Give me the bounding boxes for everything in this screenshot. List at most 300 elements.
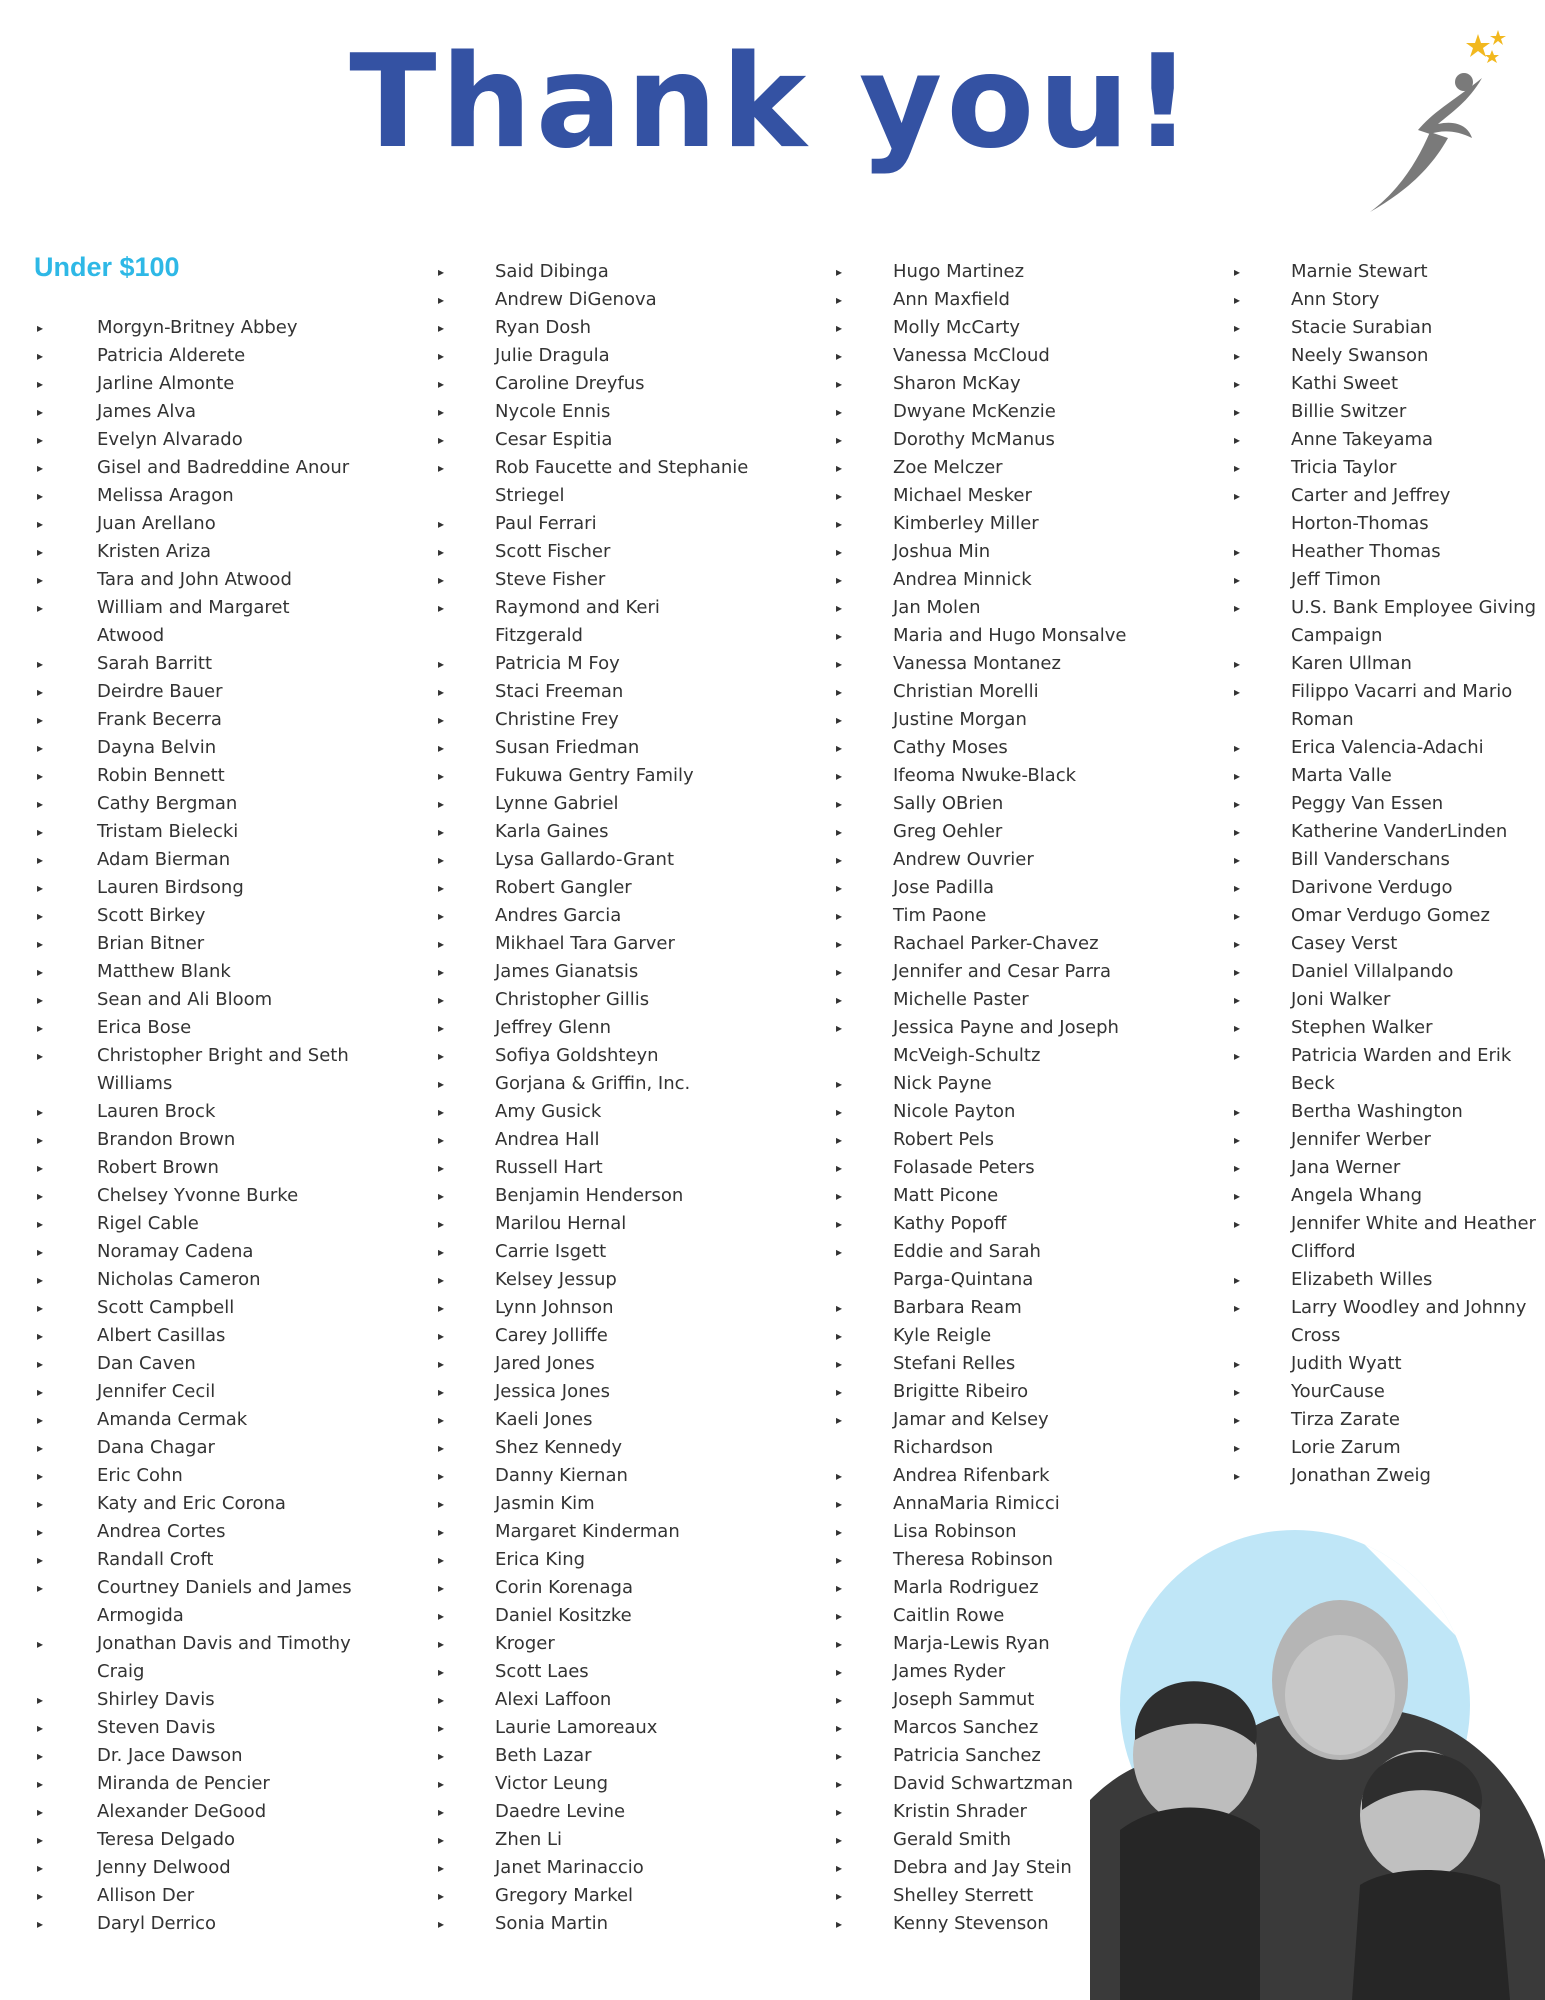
donor-name-text: Steven Davis <box>97 1717 216 1738</box>
donor-name-text: Daniel Villalpando <box>1291 961 1454 982</box>
donor-name-text: Andrea Hall <box>495 1129 600 1150</box>
donor-name <box>438 1014 748 1042</box>
bullet-icon: ▸ <box>1234 741 1241 755</box>
bullet-icon: ▸ <box>1234 461 1241 475</box>
donor-name-text: Vanessa McCloud <box>893 345 1050 366</box>
donor-name-text: Clifford <box>1291 1241 1356 1262</box>
donor-name <box>438 1434 748 1462</box>
donor-name-text: Tirza Zarate <box>1291 1409 1400 1430</box>
bullet-icon: ▸ <box>37 741 44 755</box>
donor-name <box>438 1154 748 1182</box>
donor-name-text: Andrea Rifenbark <box>893 1465 1050 1486</box>
donor-name <box>438 762 748 790</box>
donor-name-text: Kathy Popoff <box>893 1213 1007 1234</box>
donor-name <box>37 1154 352 1182</box>
donor-name <box>836 1210 1127 1238</box>
donor-name <box>438 1182 748 1210</box>
donor-name <box>37 538 352 566</box>
bullet-icon: ▸ <box>1234 405 1241 419</box>
donor-name-text: Caitlin Rowe <box>893 1605 1005 1626</box>
donor-name-text: Jose Padilla <box>893 877 995 898</box>
bullet-icon: ▸ <box>37 461 44 475</box>
bullet-icon: ▸ <box>1234 433 1241 447</box>
donor-name <box>438 1490 748 1518</box>
bullet-icon: ▸ <box>1234 909 1241 923</box>
bullet-icon: ▸ <box>1234 293 1241 307</box>
donor-name-text: Marla Rodriguez <box>893 1577 1039 1598</box>
donor-name-text: Noramay Cadena <box>97 1241 254 1262</box>
donor-name <box>836 1238 1127 1266</box>
donor-name <box>438 1070 748 1098</box>
bullet-icon: ▸ <box>836 965 843 979</box>
donor-name-text: Marta Valle <box>1291 765 1392 786</box>
donor-name <box>836 762 1127 790</box>
donor-name-text: Robin Bennett <box>97 765 225 786</box>
donor-name <box>836 342 1127 370</box>
donor-name <box>1234 902 1536 930</box>
bullet-icon: ▸ <box>438 1749 445 1763</box>
donor-name-text: Scott Fischer <box>495 541 611 562</box>
donor-name <box>438 678 748 706</box>
bullet-icon: ▸ <box>836 1917 843 1931</box>
bullet-icon: ▸ <box>438 1189 445 1203</box>
bullet-icon: ▸ <box>438 1553 445 1567</box>
donor-column-4 <box>1234 258 1537 1490</box>
bullet-icon: ▸ <box>836 741 843 755</box>
bullet-icon: ▸ <box>836 1861 843 1875</box>
donor-name <box>37 594 352 622</box>
bullet-icon: ▸ <box>836 1693 843 1707</box>
bullet-icon: ▸ <box>37 1637 44 1651</box>
donor-name <box>438 706 748 734</box>
donor-name <box>37 1686 352 1714</box>
donor-name-text: Barbara Ream <box>893 1297 1022 1318</box>
donor-name <box>37 1546 352 1574</box>
donor-name-text: Mikhael Tara Garver <box>495 933 675 954</box>
donor-name <box>438 566 748 594</box>
bullet-icon: ▸ <box>37 405 44 419</box>
bullet-icon: ▸ <box>37 517 44 531</box>
donor-name-text: Richardson <box>893 1437 994 1458</box>
donor-name <box>438 1126 748 1154</box>
donor-name-text: Andrew DiGenova <box>495 289 657 310</box>
donor-name-text: Fukuwa Gentry Family <box>495 765 694 786</box>
donor-name-text: Steve Fisher <box>495 569 606 590</box>
donor-name <box>438 930 748 958</box>
bullet-icon: ▸ <box>438 657 445 671</box>
donor-name-text: Peggy Van Essen <box>1291 793 1444 814</box>
bullet-icon: ▸ <box>1234 573 1241 587</box>
donor-name <box>438 874 748 902</box>
donor-name-text: Dayna Belvin <box>97 737 217 758</box>
bullet-icon: ▸ <box>37 321 44 335</box>
donor-name <box>438 1098 748 1126</box>
donor-name <box>438 1462 748 1490</box>
donor-name-text: Deirdre Bauer <box>97 681 223 702</box>
donor-name-text: Ryan Dosh <box>495 317 591 338</box>
donor-name <box>37 1798 352 1826</box>
bullet-icon: ▸ <box>836 433 843 447</box>
donor-name-text: Lorie Zarum <box>1291 1437 1401 1458</box>
bullet-icon: ▸ <box>1234 993 1241 1007</box>
donor-column-1 <box>37 314 352 1938</box>
bullet-icon: ▸ <box>37 1749 44 1763</box>
bullet-icon: ▸ <box>836 993 843 1007</box>
donor-name-text: Cathy Moses <box>893 737 1008 758</box>
donor-name <box>37 1434 352 1462</box>
donor-name-text: Jarline Almonte <box>97 373 235 394</box>
donor-name-text: Kenny Stevenson <box>893 1913 1049 1934</box>
donor-name-text: Brandon Brown <box>97 1129 236 1150</box>
donor-name <box>438 1882 748 1910</box>
donor-name <box>1234 1210 1536 1238</box>
donor-name <box>836 930 1127 958</box>
donor-name <box>37 1854 352 1882</box>
donor-name <box>1234 370 1536 398</box>
donor-name-text: Angela Whang <box>1291 1185 1423 1206</box>
bullet-icon: ▸ <box>836 321 843 335</box>
donor-name-text: Maria and Hugo Monsalve <box>893 625 1127 646</box>
donor-name-text: Justine Morgan <box>893 709 1027 730</box>
donor-name <box>1291 1322 1536 1350</box>
donor-name-text: Dan Caven <box>97 1353 196 1374</box>
bullet-icon: ▸ <box>836 685 843 699</box>
bullet-icon: ▸ <box>1234 881 1241 895</box>
donor-name-text: Eric Cohn <box>97 1465 183 1486</box>
donor-name-text: Patricia Warden and Erik <box>1291 1045 1512 1066</box>
donor-name <box>1234 678 1536 706</box>
bullet-icon: ▸ <box>37 1497 44 1511</box>
bullet-icon: ▸ <box>836 853 843 867</box>
donor-name-text: Lauren Birdsong <box>97 877 244 898</box>
donor-name <box>1234 1462 1536 1490</box>
donor-name-text: Miranda de Pencier <box>97 1773 270 1794</box>
bullet-icon: ▸ <box>1234 853 1241 867</box>
bullet-icon: ▸ <box>836 1889 843 1903</box>
donor-name <box>438 538 748 566</box>
donor-name-text: Katy and Eric Corona <box>97 1493 286 1514</box>
bullet-icon: ▸ <box>1234 1301 1241 1315</box>
donor-name <box>1234 1126 1536 1154</box>
donor-name <box>893 1434 1127 1462</box>
donor-name-text: Lauren Brock <box>97 1101 216 1122</box>
donor-name-text: Michelle Paster <box>893 989 1029 1010</box>
donor-name <box>1234 566 1536 594</box>
bullet-icon: ▸ <box>836 573 843 587</box>
donor-name-text: Kaeli Jones <box>495 1409 593 1430</box>
bullet-icon: ▸ <box>836 1189 843 1203</box>
bullet-icon: ▸ <box>438 1049 445 1063</box>
donor-name <box>836 734 1127 762</box>
bullet-icon: ▸ <box>836 909 843 923</box>
donor-name <box>495 482 748 510</box>
bullet-icon: ▸ <box>836 461 843 475</box>
donor-name-text: Beck <box>1291 1073 1335 1094</box>
donor-name-text: Morgyn-Britney Abbey <box>97 317 298 338</box>
donor-name <box>1234 1098 1536 1126</box>
bullet-icon: ▸ <box>37 1273 44 1287</box>
family-photo <box>1090 1500 1545 2000</box>
bullet-icon: ▸ <box>836 1749 843 1763</box>
donor-name <box>836 314 1127 342</box>
bullet-icon: ▸ <box>37 993 44 1007</box>
donor-name <box>836 1350 1127 1378</box>
donor-name <box>438 818 748 846</box>
donor-name-text: Beth Lazar <box>495 1745 592 1766</box>
donor-name-text: Stephen Walker <box>1291 1017 1433 1038</box>
donor-name <box>438 1686 748 1714</box>
donor-name-text: Eddie and Sarah <box>893 1241 1041 1262</box>
donor-name <box>836 1070 1127 1098</box>
bullet-icon: ▸ <box>836 1301 843 1315</box>
bullet-icon: ▸ <box>836 1525 843 1539</box>
bullet-icon: ▸ <box>836 1021 843 1035</box>
donor-name-text: Dwyane McKenzie <box>893 401 1056 422</box>
donor-name <box>893 1042 1127 1070</box>
bullet-icon: ▸ <box>37 825 44 839</box>
bullet-icon: ▸ <box>438 1441 445 1455</box>
donor-name <box>1234 398 1536 426</box>
bullet-icon: ▸ <box>37 1525 44 1539</box>
bullet-icon: ▸ <box>37 433 44 447</box>
bullet-icon: ▸ <box>37 1693 44 1707</box>
bullet-icon: ▸ <box>836 1217 843 1231</box>
bullet-icon: ▸ <box>1234 1189 1241 1203</box>
bullet-icon: ▸ <box>37 1105 44 1119</box>
donor-name-text: Said Dibinga <box>495 261 609 282</box>
bullet-icon: ▸ <box>836 489 843 503</box>
donor-name <box>1234 454 1536 482</box>
donor-name <box>836 258 1127 286</box>
bullet-icon: ▸ <box>37 853 44 867</box>
donor-name-text: Andrea Minnick <box>893 569 1032 590</box>
donor-name <box>836 706 1127 734</box>
bullet-icon: ▸ <box>438 545 445 559</box>
donor-name <box>438 1294 748 1322</box>
donor-name <box>836 1014 1127 1042</box>
donor-name-text: Caroline Dreyfus <box>495 373 645 394</box>
donor-name-text: Dr. Jace Dawson <box>97 1745 243 1766</box>
donor-name <box>438 650 748 678</box>
bullet-icon: ▸ <box>836 1777 843 1791</box>
donor-name-text: Andrea Cortes <box>97 1521 226 1542</box>
donor-name <box>37 510 352 538</box>
bullet-icon: ▸ <box>37 1861 44 1875</box>
donor-name-text: Jasmin Kim <box>495 1493 595 1514</box>
bullet-icon: ▸ <box>37 1413 44 1427</box>
donor-name <box>37 482 352 510</box>
donor-name-text: Kroger <box>495 1633 555 1654</box>
donor-name <box>836 678 1127 706</box>
donor-name-text: Brian Bitner <box>97 933 205 954</box>
bullet-icon: ▸ <box>37 1189 44 1203</box>
bullet-icon: ▸ <box>37 349 44 363</box>
bullet-icon: ▸ <box>438 1217 445 1231</box>
bullet-icon: ▸ <box>37 1917 44 1931</box>
bullet-icon: ▸ <box>1234 1273 1241 1287</box>
donor-name <box>1234 1182 1536 1210</box>
bullet-icon: ▸ <box>836 825 843 839</box>
donor-name-text: Erica King <box>495 1549 586 1570</box>
donor-name-text: Danny Kiernan <box>495 1465 628 1486</box>
donor-name <box>37 342 352 370</box>
donor-name-text: Daryl Derrico <box>97 1913 216 1934</box>
bullet-icon: ▸ <box>1234 1413 1241 1427</box>
donor-name <box>438 1350 748 1378</box>
bullet-icon: ▸ <box>1234 601 1241 615</box>
section-heading: Under $100 <box>34 252 180 282</box>
bullet-icon: ▸ <box>438 1245 445 1259</box>
donor-name <box>37 678 352 706</box>
bullet-icon: ▸ <box>1234 1021 1241 1035</box>
donor-name <box>438 258 748 286</box>
donor-name-text: Heather Thomas <box>1291 541 1441 562</box>
bullet-icon: ▸ <box>438 1273 445 1287</box>
bullet-icon: ▸ <box>37 797 44 811</box>
bullet-icon: ▸ <box>836 1609 843 1623</box>
bullet-icon: ▸ <box>438 265 445 279</box>
donor-name <box>495 622 748 650</box>
donor-name <box>836 1378 1127 1406</box>
bullet-icon: ▸ <box>438 1301 445 1315</box>
donor-name <box>438 1630 748 1658</box>
bullet-icon: ▸ <box>1234 965 1241 979</box>
donor-name <box>836 510 1127 538</box>
donor-name <box>1234 1406 1536 1434</box>
bullet-icon: ▸ <box>836 1581 843 1595</box>
donor-name-text: Tricia Taylor <box>1291 457 1397 478</box>
donor-name <box>438 286 748 314</box>
donor-name-text: Anne Takeyama <box>1291 429 1434 450</box>
donor-name-text: Folasade Peters <box>893 1157 1035 1178</box>
donor-name-text: Andrew Ouvrier <box>893 849 1034 870</box>
donor-name-text: Marilou Hernal <box>495 1213 627 1234</box>
donor-name-text: U.S. Bank Employee Giving <box>1291 597 1537 618</box>
donor-name <box>37 818 352 846</box>
donor-name-text: Omar Verdugo Gomez <box>1291 905 1490 926</box>
bullet-icon: ▸ <box>438 769 445 783</box>
bullet-icon: ▸ <box>836 797 843 811</box>
bullet-icon: ▸ <box>1234 1441 1241 1455</box>
donor-name <box>37 1266 352 1294</box>
donor-name <box>37 930 352 958</box>
donor-name-text: Sarah Barritt <box>97 653 212 674</box>
donor-name-text: Sharon McKay <box>893 373 1021 394</box>
donor-name <box>1234 1378 1536 1406</box>
donor-name <box>836 1462 1127 1490</box>
donor-name-text: Larry Woodley and Johnny <box>1291 1297 1527 1318</box>
donor-name-text: Campaign <box>1291 625 1383 646</box>
donor-name-text: Nick Payne <box>893 1073 992 1094</box>
donor-name-text: Russell Hart <box>495 1157 603 1178</box>
donor-name-text: Kyle Reigle <box>893 1325 992 1346</box>
bullet-icon: ▸ <box>438 1889 445 1903</box>
donor-name <box>37 1826 352 1854</box>
donor-name <box>37 1014 352 1042</box>
donor-name-text: Rachael Parker-Chavez <box>893 933 1099 954</box>
donor-name-text: Elizabeth Willes <box>1291 1269 1433 1290</box>
bullet-icon: ▸ <box>1234 797 1241 811</box>
donor-name-text: Jenny Delwood <box>97 1857 231 1878</box>
donor-name <box>836 902 1127 930</box>
donor-name-text: Theresa Robinson <box>893 1549 1054 1570</box>
donor-name-text: Kristin Shrader <box>893 1801 1027 1822</box>
bullet-icon: ▸ <box>37 1245 44 1259</box>
donor-name-text: Tim Paone <box>893 905 987 926</box>
bullet-icon: ▸ <box>836 377 843 391</box>
donor-name-text: Joni Walker <box>1291 989 1391 1010</box>
bullet-icon: ▸ <box>836 1245 843 1259</box>
donor-name <box>836 986 1127 1014</box>
bullet-icon: ▸ <box>37 1217 44 1231</box>
bullet-icon: ▸ <box>438 1329 445 1343</box>
bullet-icon: ▸ <box>438 853 445 867</box>
donor-name-text: Teresa Delgado <box>97 1829 236 1850</box>
donor-name <box>37 790 352 818</box>
donor-name-text: Scott Campbell <box>97 1297 235 1318</box>
donor-name-text: Billie Switzer <box>1291 401 1407 422</box>
donor-name-text: Cathy Bergman <box>97 793 238 814</box>
donor-name-text: Nycole Ennis <box>495 401 611 422</box>
donor-name-text: Bertha Washington <box>1291 1101 1463 1122</box>
donor-name <box>1234 1294 1536 1322</box>
donor-name <box>836 1406 1127 1434</box>
bullet-icon: ▸ <box>1234 265 1241 279</box>
donor-name <box>1234 426 1536 454</box>
donor-name <box>1234 986 1536 1014</box>
bullet-icon: ▸ <box>37 713 44 727</box>
donor-name-text: Armogida <box>97 1605 184 1626</box>
bullet-icon: ▸ <box>37 1385 44 1399</box>
donor-name-text: Greg Oehler <box>893 821 1003 842</box>
donor-name <box>836 846 1127 874</box>
bullet-icon: ▸ <box>37 881 44 895</box>
bullet-icon: ▸ <box>37 1329 44 1343</box>
donor-name-text: Victor Leung <box>495 1773 609 1794</box>
donor-name-text: Sally OBrien <box>893 793 1004 814</box>
bullet-icon: ▸ <box>438 1021 445 1035</box>
donor-name-text: Shez Kennedy <box>495 1437 623 1458</box>
bullet-icon: ▸ <box>438 1609 445 1623</box>
donor-name <box>836 650 1127 678</box>
bullet-icon: ▸ <box>37 909 44 923</box>
bullet-icon: ▸ <box>1234 1357 1241 1371</box>
donor-name-text: Patricia Sanchez <box>893 1745 1041 1766</box>
bullet-icon: ▸ <box>438 1077 445 1091</box>
donor-name <box>836 426 1127 454</box>
donor-name <box>1234 1154 1536 1182</box>
donor-name-text: Andres Garcia <box>495 905 622 926</box>
donor-name <box>1291 1238 1536 1266</box>
donor-name <box>438 454 749 482</box>
donor-name-text: Karen Ullman <box>1291 653 1412 674</box>
donor-name-text: McVeigh-Schultz <box>893 1045 1041 1066</box>
donor-name <box>97 1070 352 1098</box>
donor-name <box>37 1406 352 1434</box>
donor-name-text: Brigitte Ribeiro <box>893 1381 1029 1402</box>
donor-name-text: Lynne Gabriel <box>495 793 619 814</box>
donor-name <box>1234 1266 1536 1294</box>
bullet-icon: ▸ <box>37 1049 44 1063</box>
donor-name-text: Joseph Sammut <box>893 1689 1035 1710</box>
bullet-icon: ▸ <box>438 1917 445 1931</box>
donor-name <box>438 1658 748 1686</box>
bullet-icon: ▸ <box>438 517 445 531</box>
donor-name <box>438 342 748 370</box>
bullet-icon: ▸ <box>438 377 445 391</box>
donor-name-text: Stefani Relles <box>893 1353 1016 1374</box>
donor-name <box>438 426 748 454</box>
